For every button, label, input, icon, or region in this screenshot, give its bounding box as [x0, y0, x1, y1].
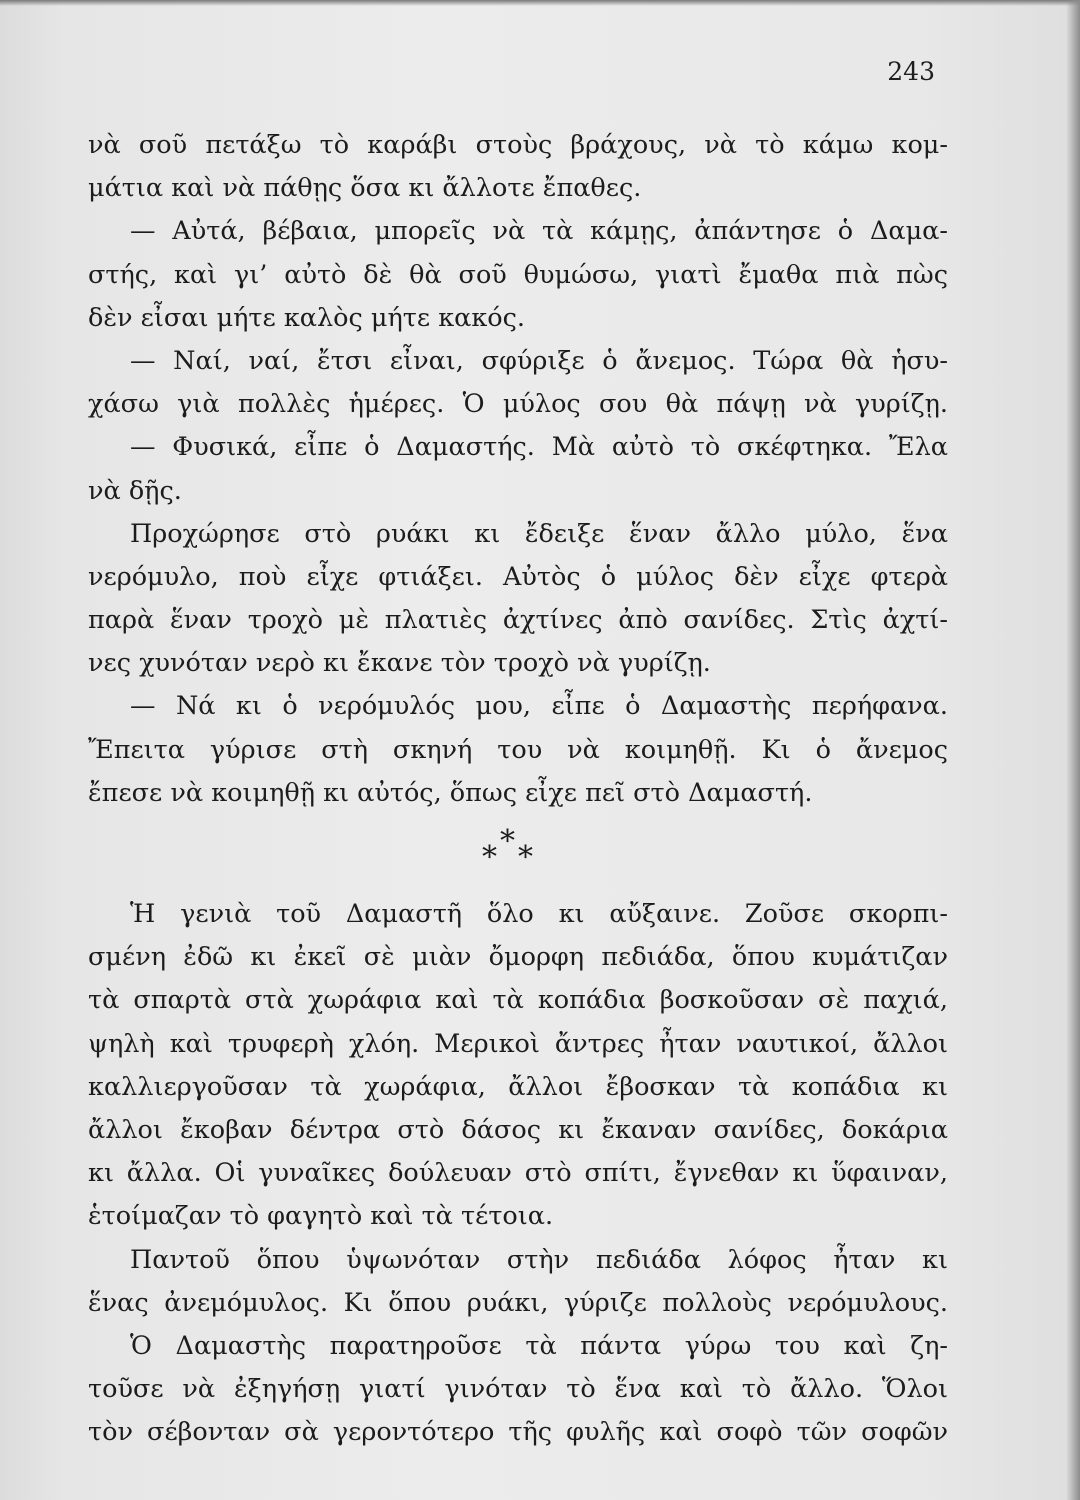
text-line: Προχώρησε στὸ ρυάκι κι ἔδειξε ἕναν ἄλλο μύλο, ἕνα: [130, 518, 948, 549]
text-line: νες χυνόταν νερὸ κι ἔκανε τὸν τροχὸ νὰ γυρίζῃ.: [88, 648, 711, 679]
text-line: νὰ σοῦ πετάξω τὸ καράβι στοὺς βράχους, νὰ τὸ κάμω κομ-: [88, 130, 948, 160]
body-text: [88, 124, 948, 1454]
text-line: — Αὐτά, βέβαια, μπορεῖς νὰ τὰ κάμῃς, ἀπάντησε ὁ Δαμα-: [130, 216, 948, 247]
text-line: Ὁ Δαμαστὴς παρατηροῦσε τὰ πάντα γύρω του καὶ ζη-: [130, 1330, 948, 1361]
text-line: ψηλὴ καὶ τρυφερὴ χλόη. Μερικοὶ ἄντρες ἦταν ναυτικοί, ἄλλοι: [88, 1028, 948, 1059]
text-line: τὰ σπαρτὰ στὰ χωράφια καὶ τὰ κοπάδια βοσκοῦσαν σὲ παχιά,: [88, 985, 948, 1016]
text-block-narrative: [88, 893, 948, 1454]
text-line: — Νά κι ὁ νερόμυλός μου, εἶπε ὁ Δαμαστὴς περήφανα.: [130, 691, 948, 722]
text-line: ἑτοίμαζαν τὸ φαγητὸ καὶ τὰ τέτοια.: [88, 1201, 554, 1232]
text-line: ἕνας ἀνεμόμυλος. Κι ὅπου ρυάκι, γύριζε πολλοὺς νερόμυλους.: [88, 1287, 948, 1318]
asterism-star-top: *: [500, 824, 515, 859]
text-line: τὸν σέβονταν σὰ γεροντότερο τῆς φυλῆς καὶ σοφὸ τῶν σοφῶν: [88, 1417, 948, 1448]
text-line: Ἔπειτα γύρισε στὴ σκηνή του νὰ κοιμηθῇ. Κι ὁ ἄνεμος: [88, 734, 948, 765]
text-line: δὲν εἶσαι μήτε καλὸς μήτε κακός.: [88, 302, 526, 333]
text-line: τοῦσε νὰ ἐξηγήσῃ γιατί γινόταν τὸ ἕνα καὶ τὸ ἄλλο. Ὅλοι: [88, 1374, 948, 1405]
text-line: σμένη ἐδῶ κι ἐκεῖ σὲ μιὰν ὄμορφη πεδιάδα, ὅπου κυμάτιζαν: [88, 942, 948, 973]
text-line: ἄλλοι ἔκοβαν δέντρα στὸ δάσος κι ἔκαναν σανίδες, δοκάρια: [88, 1114, 948, 1145]
text-line: καλλιεργοῦσαν τὰ χωράφια, ἄλλοι ἔβοσκαν τὰ κοπάδια κι: [88, 1071, 948, 1102]
page-number: 243: [887, 57, 935, 86]
asterism-star-right: *: [518, 840, 533, 875]
text-block-dialogue: [88, 124, 948, 815]
text-line: νὰ δῇς.: [88, 475, 182, 506]
text-line: κι ἄλλα. Οἱ γυναῖκες δούλευαν στὸ σπίτι, ἔγνεθαν κι ὕφαιναν,: [88, 1158, 948, 1189]
top-edge-shadow: [0, 0, 1080, 6]
text-line: — Φυσικά, εἶπε ὁ Δαμαστής. Μὰ αὐτὸ τὸ σκέφτηκα. Ἔλα: [130, 432, 948, 463]
text-line: Παντοῦ ὅπου ὑψωνόταν στὴν πεδιάδα λόφος ἦταν κι: [130, 1244, 948, 1275]
text-line: παρὰ ἕναν τροχὸ μὲ πλατιὲς ἀχτίνες ἀπὸ σανίδες. Στὶς ἀχτί-: [88, 605, 948, 636]
text-line: ἔπεσε νὰ κοιμηθῇ κι αὐτός, ὅπως εἶχε πεῖ στὸ Δαμαστή.: [88, 777, 813, 808]
asterism-star-left: *: [482, 840, 497, 875]
text-line: — Ναί, ναί, ἔτσι εἶναι, σφύριξε ὁ ἄνεμος. Τώρα θὰ ἡσυ-: [130, 345, 948, 376]
text-line: χάσω γιὰ πολλὲς ἡμέρες. Ὁ μύλος σου θὰ πάψῃ νὰ γυρίζῃ.: [88, 389, 948, 420]
text-line: μάτια καὶ νὰ πάθῃς ὅσα κι ἄλλοτε ἔπαθες.: [88, 173, 642, 204]
text-line: στής, καὶ γι’ αὐτὸ δὲ θὰ σοῦ θυμώσω, γιατὶ ἔμαθα πιὰ πὼς: [88, 259, 948, 290]
section-break-asterism: [88, 815, 948, 893]
text-line: νερόμυλο, ποὺ εἶχε φτιάξει. Αὐτὸς ὁ μύλος δὲν εἶχε φτερὰ: [88, 561, 948, 592]
text-line: Ἡ γενιὰ τοῦ Δαμαστῆ ὅλο κι αὔξαινε. Ζοῦσε σκορπι-: [130, 899, 948, 929]
binding-shadow: [1066, 0, 1080, 1500]
